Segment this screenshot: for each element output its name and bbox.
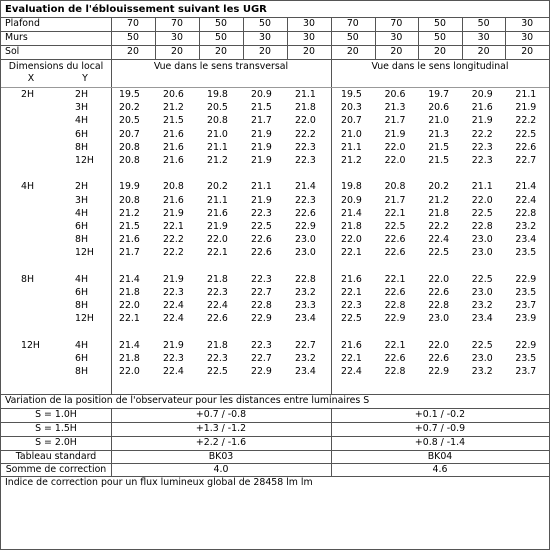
room-y-dimension: 4H (75, 207, 89, 219)
ugr-value-transversal: 23.4 (295, 313, 316, 325)
ugr-value-longitudinal: 21.9 (471, 115, 493, 127)
row-divider (1, 87, 111, 88)
reflectance-value: 70 (390, 18, 403, 29)
ugr-value-transversal: 22.1 (119, 313, 140, 325)
column-divider (243, 17, 244, 59)
ugr-value-longitudinal: 22.4 (341, 366, 362, 378)
reflectance-value: 70 (346, 18, 359, 29)
ugr-value-transversal: 21.1 (251, 181, 272, 193)
room-y-dimension: 2H (75, 181, 89, 193)
ugr-value-transversal: 20.8 (207, 115, 228, 127)
ugr-value-transversal: 21.2 (119, 207, 140, 219)
ugr-value-longitudinal: 21.6 (341, 273, 362, 285)
ugr-value-transversal: 21.1 (295, 89, 316, 100)
ugr-value-transversal: 22.0 (295, 115, 316, 127)
ugr-value-longitudinal: 22.2 (428, 221, 450, 232)
ugr-value-longitudinal: 20.7 (341, 115, 362, 127)
ugr-value-transversal: 22.2 (295, 128, 316, 140)
ugr-value-longitudinal: 21.8 (341, 221, 362, 232)
ugr-value-transversal: 22.3 (251, 273, 272, 285)
room-x-dimension: 12H (21, 339, 40, 351)
ugr-value-transversal: 21.4 (119, 273, 140, 285)
ugr-value-transversal: 22.2 (163, 247, 184, 259)
ugr-value-longitudinal: 23.7 (515, 300, 537, 312)
reflectance-value: 20 (521, 46, 534, 57)
ugr-value-longitudinal: 22.7 (515, 155, 537, 166)
reflectance-value: 70 (127, 18, 139, 29)
ugr-value-transversal: 20.2 (207, 181, 228, 193)
room-y-dimension: 6H (75, 221, 89, 232)
ugr-value-transversal: 21.5 (251, 102, 272, 114)
ugr-value-transversal: 21.2 (207, 155, 228, 166)
room-y-dimension: 12H (75, 313, 94, 325)
ugr-value-longitudinal: 20.8 (384, 181, 406, 193)
ugr-value-transversal: 22.0 (207, 234, 228, 246)
reflectance-value: 30 (521, 18, 534, 29)
ugr-value-transversal: 21.9 (163, 207, 184, 219)
ugr-value-longitudinal: 22.5 (341, 313, 362, 325)
ugr-value-transversal: 22.7 (295, 339, 316, 351)
ugr-value-longitudinal: 22.9 (384, 313, 406, 325)
ugr-value-longitudinal: 21.2 (341, 155, 362, 166)
ugr-value-transversal: 19.5 (119, 89, 140, 100)
reflectance-value: 20 (259, 46, 271, 57)
ugr-value-transversal: 21.2 (163, 102, 184, 114)
ugr-value-longitudinal: 22.8 (428, 300, 450, 312)
column-divider (199, 17, 200, 59)
ugr-value-longitudinal: 21.3 (384, 102, 406, 114)
reflectance-label: Murs (5, 32, 28, 43)
room-y-dimension: 8H (75, 366, 89, 378)
ugr-value-transversal: 22.2 (163, 234, 184, 246)
room-x-dimension: 4H (21, 181, 35, 193)
ugr-value-longitudinal: 22.0 (384, 155, 406, 166)
ugr-value-transversal: 21.8 (207, 273, 228, 285)
ugr-value-transversal: 22.7 (251, 353, 272, 364)
reflectance-value: 30 (303, 18, 315, 29)
ugr-value-transversal: 22.0 (119, 366, 140, 378)
variation-longitudinal: +0.1 / -0.2 (414, 409, 466, 420)
ugr-value-transversal: 22.8 (251, 300, 272, 312)
column-divider (111, 17, 112, 59)
reflectance-label: Plafond (5, 18, 40, 29)
room-y-dimension: 12H (75, 155, 94, 166)
variation-transversal: +1.3 / -1.2 (195, 423, 247, 434)
ugr-value-transversal: 21.6 (163, 128, 184, 140)
reflectance-value: 30 (259, 32, 271, 43)
ugr-value-transversal: 22.3 (295, 155, 316, 166)
ugr-value-transversal: 22.9 (251, 366, 272, 378)
ugr-value-longitudinal: 22.0 (341, 234, 362, 246)
ugr-value-transversal: 21.9 (163, 339, 184, 351)
ugr-value-longitudinal: 22.3 (471, 155, 493, 166)
ugr-value-transversal: 20.8 (119, 141, 140, 153)
ugr-value-longitudinal: 22.1 (384, 273, 406, 285)
ugr-value-transversal: 21.6 (119, 234, 140, 246)
ugr-value-longitudinal: 21.2 (428, 194, 450, 206)
ugr-value-longitudinal: 21.0 (341, 128, 362, 140)
ugr-value-transversal: 23.3 (295, 300, 316, 312)
ugr-value-longitudinal: 22.9 (428, 366, 450, 378)
column-divider (111, 408, 112, 476)
ugr-value-transversal: 21.8 (207, 339, 228, 351)
ugr-value-transversal: 22.6 (295, 207, 316, 219)
reflectance-value: 20 (346, 46, 359, 57)
reflectance-value: 50 (259, 18, 271, 29)
ugr-value-transversal: 21.8 (119, 287, 140, 298)
ugr-value-longitudinal: 22.6 (384, 353, 406, 364)
ugr-value-longitudinal: 22.8 (515, 207, 537, 219)
variation-label: S = 2.0H (35, 437, 77, 448)
ugr-value-longitudinal: 22.5 (471, 273, 493, 285)
ugr-value-transversal: 22.3 (295, 141, 316, 153)
ugr-value-transversal: 21.9 (163, 273, 184, 285)
ugr-value-longitudinal: 22.1 (341, 353, 362, 364)
reflectance-value: 50 (477, 18, 490, 29)
ugr-value-longitudinal: 19.5 (341, 89, 362, 100)
reflectance-value: 50 (215, 18, 227, 29)
ugr-value-transversal: 19.9 (119, 181, 140, 193)
correction-label: Somme de correction (5, 464, 107, 475)
column-divider (375, 17, 376, 59)
reflectance-value: 20 (477, 46, 490, 57)
variation-transversal: +2.2 / -1.6 (195, 437, 247, 448)
ugr-value-transversal: 21.6 (207, 207, 228, 219)
ugr-value-longitudinal: 22.1 (341, 287, 362, 298)
variation-longitudinal: +0.8 / -1.4 (414, 437, 466, 448)
ugr-value-transversal: 22.3 (207, 353, 228, 364)
ugr-value-transversal: 22.9 (251, 313, 272, 325)
ugr-value-transversal: 22.6 (207, 313, 228, 325)
ugr-value-transversal: 22.3 (251, 207, 272, 219)
ugr-value-longitudinal: 21.6 (341, 339, 362, 351)
reflectance-value: 20 (390, 46, 403, 57)
ugr-value-longitudinal: 23.2 (515, 221, 537, 232)
ugr-value-transversal: 20.2 (119, 102, 140, 114)
room-y-dimension: 4H (75, 273, 89, 285)
reflectance-value: 20 (434, 46, 446, 57)
transversal-header: Vue dans le sens transversal (153, 61, 289, 72)
ugr-value-longitudinal: 21.9 (515, 102, 537, 114)
ugr-value-transversal: 20.7 (119, 128, 140, 140)
ugr-value-transversal: 21.1 (207, 194, 228, 206)
ugr-value-transversal: 21.9 (251, 141, 272, 153)
ugr-value-transversal: 21.9 (251, 194, 272, 206)
ugr-value-transversal: 22.3 (163, 287, 184, 298)
room-y-dimension: 12H (75, 247, 94, 259)
reflectance-value: 20 (171, 46, 183, 57)
ugr-value-longitudinal: 22.0 (428, 273, 450, 285)
ugr-value-longitudinal: 23.4 (471, 313, 493, 325)
ugr-value-longitudinal: 22.8 (384, 366, 406, 378)
ugr-value-transversal: 22.3 (163, 353, 184, 364)
ugr-value-transversal: 20.6 (163, 89, 184, 100)
ugr-value-longitudinal: 20.3 (341, 102, 362, 114)
ugr-value-longitudinal: 19.7 (428, 89, 450, 100)
ugr-value-transversal: 23.4 (295, 366, 316, 378)
ugr-value-transversal: 22.3 (295, 194, 316, 206)
ugr-value-longitudinal: 21.0 (428, 115, 450, 127)
column-divider (331, 59, 332, 394)
ugr-value-longitudinal: 22.5 (384, 221, 406, 232)
ugr-value-longitudinal: 21.6 (471, 102, 493, 114)
ugr-value-transversal: 22.4 (163, 300, 184, 312)
ugr-value-longitudinal: 23.7 (515, 366, 537, 378)
reflectance-value: 30 (390, 32, 403, 43)
column-divider (418, 17, 419, 59)
ugr-value-longitudinal: 22.0 (428, 339, 450, 351)
ugr-value-longitudinal: 22.8 (384, 300, 406, 312)
ugr-value-longitudinal: 22.0 (471, 194, 493, 206)
ugr-value-transversal: 22.0 (119, 300, 140, 312)
ugr-value-longitudinal: 22.8 (471, 221, 493, 232)
ugr-value-longitudinal: 22.3 (341, 300, 362, 312)
ugr-value-transversal: 20.9 (251, 89, 272, 100)
ugr-value-longitudinal: 20.6 (384, 89, 406, 100)
ugr-value-transversal: 20.8 (163, 181, 184, 193)
room-y-dimension: 6H (75, 128, 89, 140)
room-y-dimension: 4H (75, 115, 89, 127)
reflectance-value: 20 (127, 46, 139, 57)
ugr-value-transversal: 22.7 (251, 287, 272, 298)
ugr-value-longitudinal: 20.9 (341, 194, 362, 206)
room-y-dimension: 6H (75, 287, 89, 298)
ugr-value-longitudinal: 22.5 (471, 207, 493, 219)
ugr-value-transversal: 22.5 (251, 221, 272, 232)
standard-table-longitudinal: BK04 (427, 451, 453, 462)
ugr-value-longitudinal: 22.4 (428, 234, 450, 246)
column-divider (505, 17, 506, 59)
ugr-value-longitudinal: 23.2 (471, 300, 493, 312)
ugr-value-longitudinal: 21.9 (384, 128, 406, 140)
ugr-value-longitudinal: 22.6 (384, 234, 406, 246)
ugr-value-longitudinal: 22.6 (384, 287, 406, 298)
room-y-dimension: 6H (75, 353, 89, 364)
room-y-dimension: 8H (75, 234, 89, 246)
ugr-value-longitudinal: 22.1 (384, 207, 406, 219)
column-divider (462, 17, 463, 59)
reflectance-value: 70 (171, 18, 183, 29)
row-divider (111, 87, 549, 88)
ugr-value-longitudinal: 22.1 (384, 339, 406, 351)
correction-transversal: 4.0 (213, 464, 229, 475)
ugr-value-longitudinal: 23.2 (471, 366, 493, 378)
reflectance-label: Sol (5, 46, 20, 57)
column-divider (331, 408, 332, 476)
ugr-value-transversal: 21.9 (251, 128, 272, 140)
reflectance-value: 50 (215, 32, 227, 43)
room-y-dimension: 3H (75, 194, 89, 206)
ugr-value-transversal: 22.3 (207, 287, 228, 298)
ugr-value-longitudinal: 23.5 (515, 287, 537, 298)
reflectance-value: 50 (434, 32, 446, 43)
ugr-value-longitudinal: 23.9 (515, 313, 537, 325)
ugr-value-longitudinal: 23.0 (428, 313, 450, 325)
room-y-dimension: 3H (75, 102, 89, 114)
ugr-value-transversal: 22.4 (163, 366, 184, 378)
dimensions-header: Dimensions du local (8, 61, 104, 72)
ugr-value-longitudinal: 21.1 (515, 89, 537, 100)
reflectance-value: 20 (303, 46, 315, 57)
ugr-value-transversal: 21.8 (119, 353, 140, 364)
ugr-value-transversal: 22.5 (207, 366, 228, 378)
ugr-value-transversal: 21.5 (119, 221, 140, 232)
ugr-value-transversal: 21.5 (163, 115, 184, 127)
ugr-value-transversal: 21.6 (163, 194, 184, 206)
ugr-value-transversal: 22.1 (207, 247, 228, 259)
ugr-value-longitudinal: 21.1 (471, 181, 493, 193)
ugr-value-longitudinal: 22.6 (428, 287, 450, 298)
ugr-value-longitudinal: 20.6 (428, 102, 450, 114)
variation-label: S = 1.0H (35, 409, 77, 420)
ugr-value-longitudinal: 21.4 (341, 207, 362, 219)
ugr-value-longitudinal: 23.5 (515, 247, 537, 259)
ugr-value-longitudinal: 22.9 (515, 273, 537, 285)
ugr-value-transversal: 23.2 (295, 353, 316, 364)
ugr-value-transversal: 22.4 (163, 313, 184, 325)
ugr-value-longitudinal: 20.2 (428, 181, 450, 193)
ugr-value-longitudinal: 22.6 (428, 353, 450, 364)
ugr-value-longitudinal: 22.9 (515, 339, 537, 351)
reflectance-value: 30 (171, 32, 183, 43)
ugr-value-longitudinal: 21.7 (384, 115, 406, 127)
ugr-value-longitudinal: 21.4 (515, 181, 537, 193)
ugr-value-longitudinal: 21.1 (341, 141, 362, 153)
ugr-value-transversal: 21.6 (163, 155, 184, 166)
standard-table-label: Tableau standard (15, 451, 97, 462)
ugr-value-transversal: 23.2 (295, 287, 316, 298)
standard-table-transversal: BK03 (208, 451, 234, 462)
correction-note: Indice de correction pour un flux lumineux global de 28458 lm lm (5, 477, 313, 488)
ugr-value-transversal: 21.4 (295, 181, 316, 193)
ugr-value-longitudinal: 22.1 (341, 247, 362, 259)
ugr-value-transversal: 21.8 (295, 102, 316, 114)
ugr-value-longitudinal: 22.5 (515, 128, 537, 140)
ugr-value-transversal: 19.8 (207, 89, 228, 100)
ugr-value-transversal: 22.9 (295, 221, 316, 232)
ugr-value-transversal: 22.4 (207, 300, 228, 312)
ugr-value-longitudinal: 21.7 (384, 194, 406, 206)
reflectance-value: 50 (434, 18, 446, 29)
ugr-value-longitudinal: 23.0 (471, 287, 493, 298)
row-divider (1, 59, 549, 60)
ugr-value-longitudinal: 22.0 (384, 141, 406, 153)
ugr-value-transversal: 20.5 (207, 102, 228, 114)
reflectance-value: 20 (215, 46, 227, 57)
variation-label: S = 1.5H (35, 423, 77, 434)
ugr-value-transversal: 21.1 (207, 141, 228, 153)
ugr-value-longitudinal: 21.5 (428, 155, 450, 166)
ugr-value-transversal: 22.6 (251, 247, 272, 259)
reflectance-value: 30 (303, 32, 315, 43)
room-y-dimension: 8H (75, 300, 89, 312)
ugr-value-transversal: 21.6 (163, 141, 184, 153)
column-divider (331, 17, 332, 59)
ugr-value-transversal: 21.4 (119, 339, 140, 351)
ugr-value-longitudinal: 22.3 (471, 141, 493, 153)
ugr-value-transversal: 21.0 (207, 128, 228, 140)
variation-title: Variation de la position de l'observateur pour les distances entre luminaires S (5, 395, 370, 406)
ugr-value-longitudinal: 21.8 (428, 207, 450, 219)
page-title: Evaluation de l'éblouissement suivant les UGR (5, 4, 267, 15)
variation-transversal: +0.7 / -0.8 (195, 409, 247, 420)
room-y-dimension: 8H (75, 141, 89, 153)
ugr-value-transversal: 20.8 (119, 194, 140, 206)
reflectance-value: 50 (127, 32, 139, 43)
longitudinal-header: Vue dans le sens longitudinal (371, 61, 509, 72)
ugr-value-longitudinal: 22.2 (471, 128, 493, 140)
ugr-value-longitudinal: 23.5 (515, 353, 537, 364)
column-divider (287, 17, 288, 59)
ugr-value-transversal: 22.8 (295, 273, 316, 285)
ugr-value-transversal: 23.0 (295, 247, 316, 259)
variation-longitudinal: +0.7 / -0.9 (414, 423, 466, 434)
room-x-dimension: 8H (21, 273, 35, 285)
ugr-value-transversal: 21.9 (207, 221, 228, 232)
ugr-value-transversal: 21.7 (119, 247, 140, 259)
room-y-dimension: 4H (75, 339, 89, 351)
ugr-value-longitudinal: 23.4 (515, 234, 537, 246)
ugr-value-longitudinal: 22.5 (471, 339, 493, 351)
ugr-value-longitudinal: 20.9 (471, 89, 493, 100)
ugr-value-longitudinal: 21.5 (428, 141, 450, 153)
ugr-value-transversal: 20.5 (119, 115, 140, 127)
ugr-value-longitudinal: 23.0 (471, 247, 493, 259)
ugr-value-transversal: 22.1 (163, 221, 184, 232)
correction-longitudinal: 4.6 (432, 464, 448, 475)
y-header: Y (82, 73, 88, 84)
ugr-value-longitudinal: 22.6 (515, 141, 537, 153)
ugr-value-longitudinal: 22.5 (428, 247, 450, 259)
ugr-value-longitudinal: 22.4 (515, 194, 537, 206)
room-x-dimension: 2H (21, 89, 35, 100)
ugr-value-transversal: 21.7 (251, 115, 272, 127)
ugr-value-transversal: 22.6 (251, 234, 272, 246)
ugr-value-longitudinal: 23.0 (471, 234, 493, 246)
ugr-value-longitudinal: 22.6 (384, 247, 406, 259)
ugr-value-transversal: 20.8 (119, 155, 140, 166)
column-divider (111, 59, 112, 394)
x-header: X (27, 73, 35, 84)
ugr-value-longitudinal: 23.0 (471, 353, 493, 364)
ugr-value-transversal: 23.0 (295, 234, 316, 246)
column-divider (155, 17, 156, 59)
room-y-dimension: 2H (75, 89, 89, 100)
ugr-value-longitudinal: 19.8 (341, 181, 362, 193)
ugr-value-longitudinal: 21.3 (428, 128, 450, 140)
ugr-value-longitudinal: 22.2 (515, 115, 537, 127)
ugr-value-transversal: 21.9 (251, 155, 272, 166)
reflectance-value: 50 (346, 32, 359, 43)
reflectance-value: 30 (477, 32, 490, 43)
ugr-value-transversal: 22.3 (251, 339, 272, 351)
reflectance-value: 30 (521, 32, 534, 43)
